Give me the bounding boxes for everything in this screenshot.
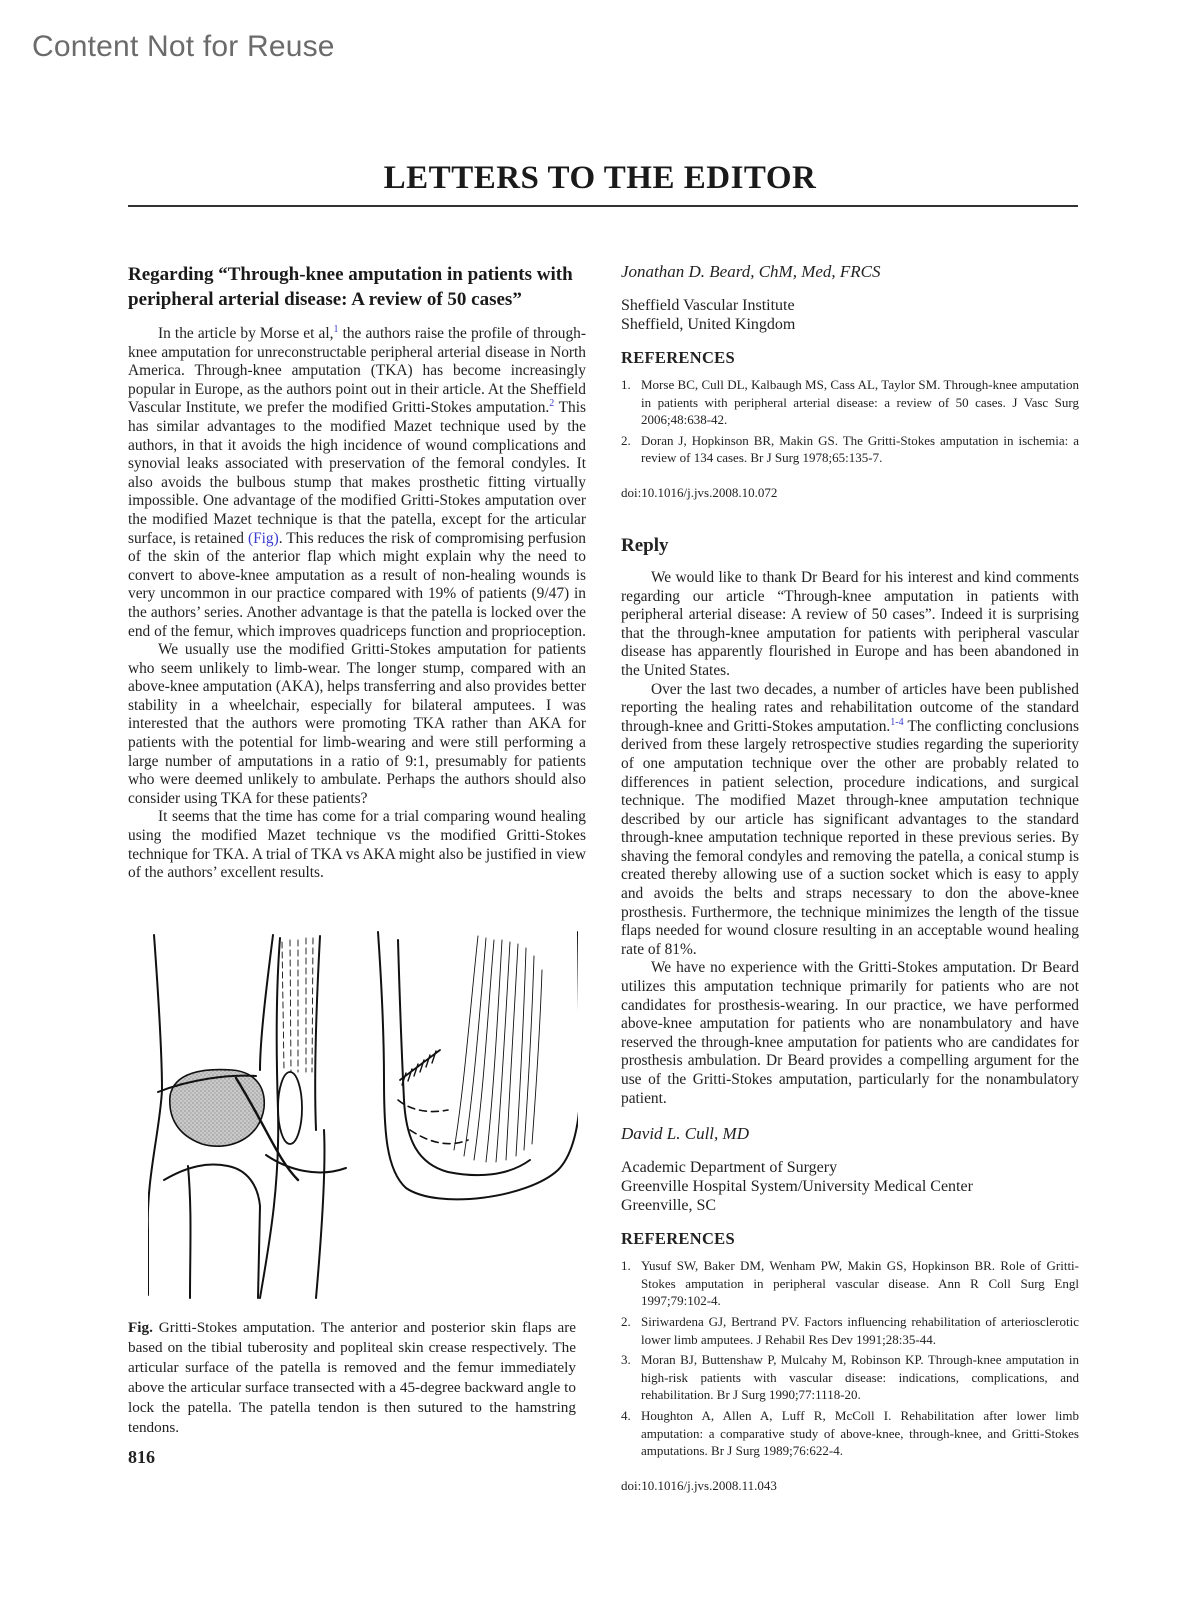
letter-references-heading: REFERENCES (621, 348, 735, 367)
reference-item (621, 432, 1079, 467)
reply-doi[interactable]: doi:10.1016/j.jvs.2008.11.043 (621, 1477, 777, 1493)
reference-text: Yusuf SW, Baker DM, Wenham PW, Makin GS, Hopkinson BR. Role of Gritti-Stokes amputation in peripheral vascular disease. Ann R Coll Surg Engl 1997;79:102-4. (641, 1258, 1079, 1309)
reference-item (621, 1257, 1079, 1310)
reference-number: 3. (621, 1352, 631, 1368)
section-rule (128, 205, 1078, 207)
reply-paragraph-3: We have no experience with the Gritti-Stokes amputation. Dr Beard utilizes this amputation technique primarily for patients who are not candidates for prosthesis-wearing. In our practice, we have performed above-knee amputation for patients who are nonambulatory and have reserved the through-knee amputation for patients who are candidates for prosthesis ambulation. Dr Beard provides a compelling argument for the use of the Gritti-Stokes amputation, particularly for the nonambulatory patient. (621, 959, 1079, 1107)
figure-illustration (148, 930, 578, 1300)
reply-affiliation-line: Academic Department of Surgery (621, 1159, 838, 1177)
letter-affiliation-line: Sheffield Vascular Institute (621, 297, 795, 314)
citation-link[interactable]: 1 (333, 323, 339, 335)
page-number: 816 (128, 1447, 155, 1467)
section-title: LETTERS TO THE EDITOR (383, 160, 817, 196)
reply-text: The conflicting conclusions derived from these largely retrospective studies regarding the superiority of one amputation technique over the other are probably related to differences in patient selection, procedure indications, and surgical technique. The modified Mazet through-knee amputation technique described by our article has significant advantages to the standard through-knee amputation technique reported in these previous series. By shaving the femoral condyles and removing the patella, a conical stump is created thereby allowing use of a suction socket which is easy to apply and avoids the belts and straps necessary to don the above-knee prosthesis. Furthermore, the technique minimizes the length of the tissue flaps needed for wound closure resulting in an acceptable wound healing rate of 81%. (621, 717, 1079, 958)
reference-text: Doran J, Hopkinson BR, Makin GS. The Gritti-Stokes amputation in ischemia: a review of 134 cases. Br J Surg 1978;65:135-7. (641, 432, 1079, 466)
figure-link[interactable]: (Fig) (247, 529, 279, 547)
reference-number: 1. (621, 377, 631, 392)
figure-caption-label: Fig. (128, 1319, 153, 1336)
reply-references-list (621, 1257, 1079, 1460)
reference-text: Houghton A, Allen A, Luff R, McColl I. Rehabilitation after lower limb amputation: a comparative study of above-knee, through-knee, and Gritti-Stokes amputations. Br J Surg 1989;76:622-4. (641, 1407, 1079, 1459)
letter-affiliation-line: Sheffield, United Kingdom (621, 316, 796, 333)
letter-author: Jonathan D. Beard, ChM, Med, FRCS (621, 262, 881, 281)
letter-text: This has similar advantages to the modified Mazet technique used by the authors, in that it avoids the high incidence of wound complications and synovial leaks associated with preservation of the femoral condyles. It also avoids the bulbous stump that makes prosthetic fitting virtually impossible. One advantage of the modified Gritti-Stokes amputation over the modified Mazet technique is that the patella, except for the articular surface, is retained (128, 399, 586, 547)
watermark: Content Not for Reuse (32, 30, 335, 63)
reference-text: Siriwardena GJ, Bertrand PV. Factors influencing rehabilitation of arteriosclerotic lower limb amputees. J Rehabil Res Dev 1991;28:35-44. (641, 1313, 1079, 1347)
reference-item (621, 376, 1079, 429)
reference-item (621, 1407, 1079, 1460)
reference-number: 4. (621, 1407, 631, 1423)
reference-text: Morse BC, Cull DL, Kalbaugh MS, Cass AL, Taylor SM. Through-knee amputation in patients with peripheral arterial disease: a review of 50 cases. J Vasc Surg 2006;48:638-42. (641, 377, 1079, 428)
letter-text: the authors raise the profile of through-knee amputation for unreconstructable peripheral arterial disease in North America. Through-knee amputation (TKA) has become increasingly popular in Europe, as the authors point out in their article. At the Sheffield Vascular Institute, we prefer the modified Gritti-Stokes amputation. (128, 325, 586, 417)
letter-paragraph-3: It seems that the time has come for a trial comparing wound healing using the modified Mazet technique vs the modified Gritti-Stokes technique for TKA. A trial of TKA vs AKA might also be justified in view of the authors’ excellent results. (128, 808, 586, 882)
letter-paragraph-1 (128, 325, 586, 641)
letter-heading: Regarding “Through-knee amputation in patients with peripheral arterial disease: A review of 50 cases” (128, 264, 573, 310)
reply-author: David L. Cull, MD (621, 1124, 749, 1144)
citation-link[interactable]: 1-4 (890, 716, 904, 728)
reference-item (621, 1313, 1079, 1348)
figure-caption (128, 1318, 576, 1438)
reference-text: Moran BJ, Buttenshaw P, Mulcahy M, Robinson KP. Through-knee amputation in high-risk patients with vascular disease: indications, complications, and rehabilitation. Br J Surg 1990;77:1118-20. (641, 1352, 1079, 1403)
reply-affiliation-line: Greenville, SC (621, 1197, 717, 1215)
right-column (621, 262, 1079, 1494)
knee-amputation-drawing (148, 930, 578, 1300)
reply-text: Over the last two decades, a number of articles have been published reporting the healing rates and rehabilitation outcome of the standard through-knee and Gritti-Stokes amputation. (621, 680, 1079, 735)
citation-link[interactable]: 2 (549, 398, 555, 410)
reply-affiliation-line: Greenville Hospital System/University Medical Center (621, 1178, 973, 1196)
reference-item (621, 1351, 1079, 1404)
left-knee-drawing (148, 935, 346, 1298)
reply-references-heading: REFERENCES (621, 1229, 735, 1249)
reference-number: 2. (621, 432, 631, 448)
letter-paragraph-2: We usually use the modified Gritti-Stokes amputation for patients who seem unlikely to limb-wear. The longer stump, compared with an above-knee amputation (AKA), helps transferring and also provides better stability in a wheelchair, especially for bilateral amputees. I was interested that the authors were promoting TKA rather than AKA for patients with the potential for limb-wearing and were still performing a large number of amputations in a ratio of 9:1, presumably for patients who were deemed unlikely to ambulate. Perhaps the authors should also consider using TKA for these patients? (128, 641, 586, 807)
reference-number: 2. (621, 1313, 631, 1329)
letter-text: In the article by Morse et al, (158, 325, 334, 342)
figure-caption-text: Gritti-Stokes amputation. The anterior and posterior skin flaps are based on the tibial tuberosity and popliteal skin crease respectively. The articular surface of the patella is removed and the femur immediately above the articular surface transected with a 45-degree backward angle to lock the patella. The patella tendon is then sutured to the hamstring tendons. (128, 1319, 576, 1436)
letter-doi[interactable]: doi:10.1016/j.jvs.2008.10.072 (621, 484, 778, 500)
reference-number: 1. (621, 1258, 631, 1274)
letter-text: . This reduces the risk of compromising perfusion of the skin of the anterior flap which might explain why the need to convert to above-knee amputation as a result of non-healing wounds is very uncommon in our practice compared with 19% of patients (9/47) in the authors’ series. Another advantage is that the patella is locked over the end of the femur, which improves quadriceps function and proprioception. (128, 529, 586, 640)
right-stump-drawing (378, 932, 578, 1199)
letter-references-list (621, 376, 1079, 467)
reply-paragraph-1: We would like to thank Dr Beard for his interest and kind comments regarding our article “Through-knee amputation in patients with peripheral arterial disease: A review of 50 cases”. Indeed it is surprising that the through-knee amputation for patients with peripheral vascular disease has apparently flourished in Europe and has been abandoned in the United States. (621, 568, 1079, 679)
reply-heading: Reply (621, 534, 669, 556)
reply-paragraph-2 (621, 681, 1079, 960)
left-column (128, 262, 586, 883)
